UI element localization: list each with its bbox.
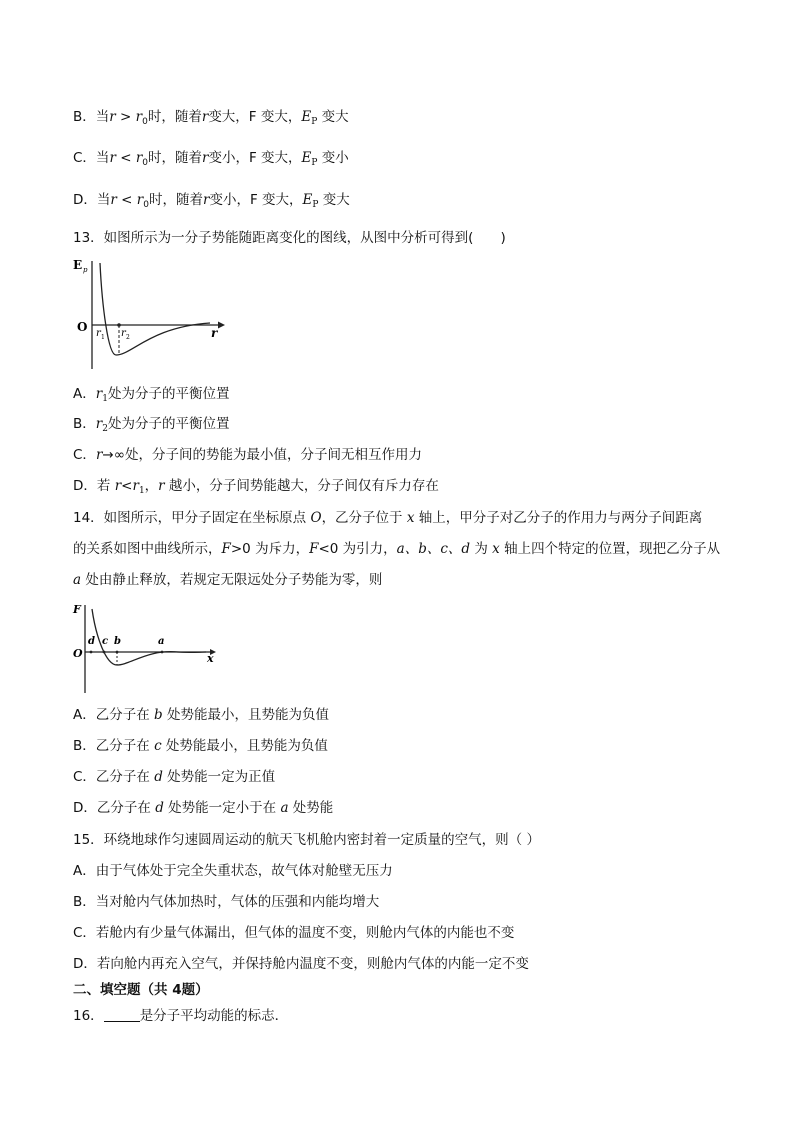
- q13-option-c: C．r→∞处，分子间的势能为最小值，分子间无相互作用力: [73, 447, 422, 463]
- q13-r1-sub: 1: [101, 334, 105, 341]
- q14-label-b: b: [114, 636, 121, 647]
- q12-option-d: D．当$r < r_0$时，随着r变小，F 变大，$E_P$ 变大: [73, 192, 350, 210]
- q14-a-point: [161, 651, 164, 654]
- q13-x-arrow: [218, 322, 225, 329]
- q15-option-c: C．若舱内有少量气体漏出，但气体的温度不变，则舱内气体的内能也不变: [73, 925, 515, 941]
- q13-curve: [100, 263, 210, 355]
- q14-label-c: c: [102, 636, 109, 647]
- q13-ylabel-sub: p: [83, 266, 88, 274]
- q13-r2-label: r: [121, 328, 126, 339]
- q13-r1-label: r: [96, 328, 101, 339]
- q13-potential-energy-figure: [70, 255, 230, 375]
- q13-r2-point: [117, 323, 121, 327]
- q14-xlabel: x: [207, 652, 214, 665]
- q13-xlabel: r: [211, 326, 218, 340]
- q16-stem: 16． 是分子平均动能的标志．: [73, 1008, 289, 1024]
- q14-stem-line1: 14．如图所示，甲分子固定在坐标原点 O，乙分子位于 x 轴上，甲分子对乙分子的作用力与两分子间距离: [73, 510, 703, 526]
- q14-origin: O: [73, 647, 83, 660]
- q13-option-a: A．$r_1$处为分子的平衡位置: [73, 386, 230, 404]
- q14-curve: [92, 609, 206, 665]
- q14-option-d: D．乙分子在 d 处势能一定小于在 a 处势能: [73, 800, 334, 816]
- q14-d-point: [90, 651, 93, 654]
- q14-force-figure: [70, 597, 230, 697]
- q15-option-a: A．由于气体处于完全失重状态，故气体对舱壁无压力: [73, 863, 393, 879]
- q14-label-d: d: [88, 636, 95, 647]
- q13-ylabel: E: [73, 258, 83, 272]
- q13-stem: 13．如图所示为一分子势能随距离变化的图线，从图中分析可得到( ): [73, 230, 506, 246]
- q15-stem: 15．环绕地球作匀速圆周运动的航天飞机舱内密封着一定质量的空气，则（ ）: [73, 832, 540, 848]
- q14-b-point: [116, 651, 119, 654]
- section-title-fill-in: 二、填空题（共 4题）: [73, 982, 209, 998]
- q13-option-d: D．若 $r<r_1$，r 越小，分子间势能越大，分子间仅有斥力存在: [73, 478, 439, 496]
- q14-stem-line3: a 处由静止释放，若规定无限远处分子势能为零，则: [73, 572, 383, 588]
- q12-option-c: C．当$r < r_0$时，随着r变小，F 变大，$E_P$ 变小: [73, 150, 349, 168]
- q14-c-point: [103, 651, 106, 654]
- q14-option-b: B．乙分子在 c 处势能最小，且势能为负值: [73, 738, 328, 754]
- q14-option-a: A．乙分子在 b 处势能最小，且势能为负值: [73, 707, 329, 723]
- q14-label-a: a: [158, 636, 165, 647]
- q15-option-b: B．当对舱内气体加热时，气体的压强和内能均增大: [73, 894, 380, 910]
- q16-answer-blank[interactable]: [104, 1007, 140, 1022]
- q13-option-b: B．$r_2$处为分子的平衡位置: [73, 416, 230, 434]
- q14-option-c: C．乙分子在 d 处势能一定为正值: [73, 769, 276, 785]
- q14-ylabel: F: [73, 603, 81, 616]
- q13-r2-sub: 2: [126, 334, 130, 341]
- q15-option-d: D．若向舱内再充入空气，并保持舱内温度不变，则舱内气体的内能一定不变: [73, 956, 529, 972]
- q14-stem-line2: 的关系如图中曲线所示，F>0 为斥力，F<0 为引力，a、b、c、d 为 x 轴上四个特定的位置，现把乙分子从: [73, 541, 721, 557]
- q12-option-b: B．当$r > r_0$时，随着r变大，F 变大，$E_P$ 变大: [73, 109, 349, 127]
- q13-origin: O: [77, 320, 88, 334]
